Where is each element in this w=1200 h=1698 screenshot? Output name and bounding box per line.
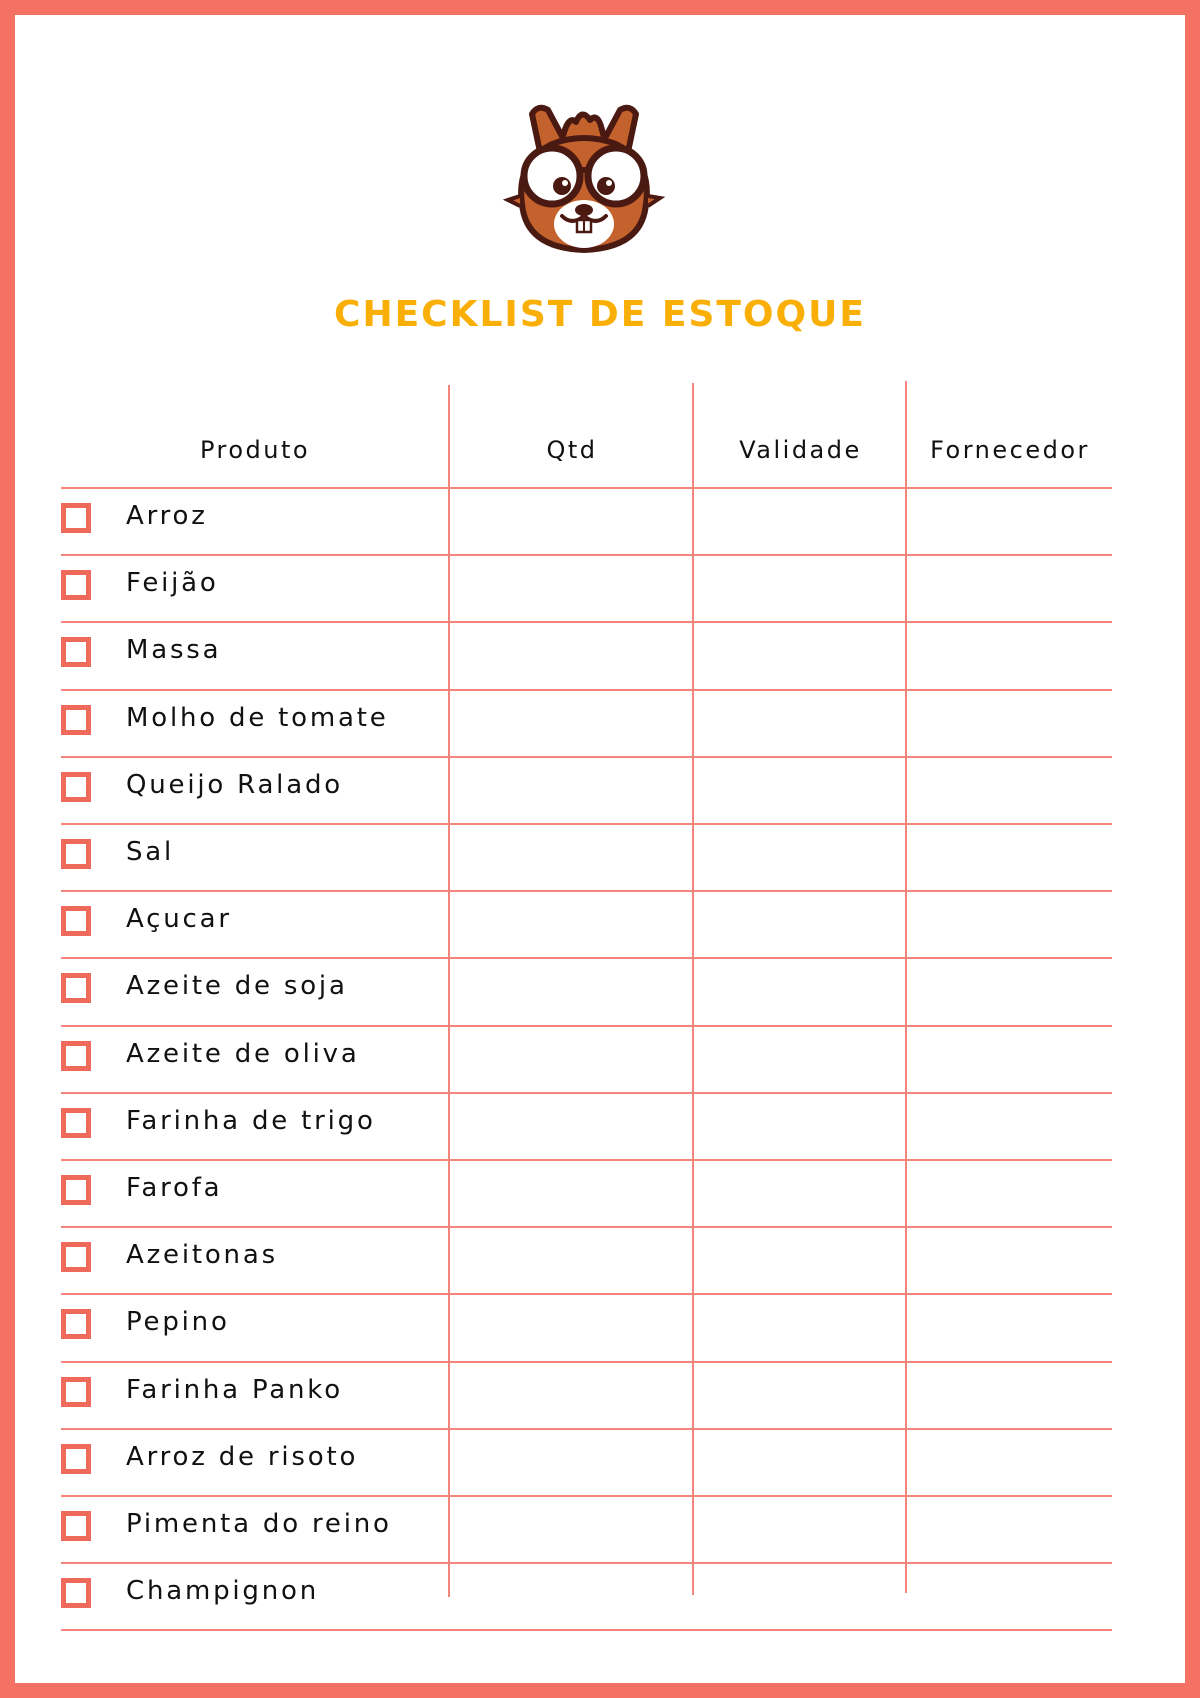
product-name: Champignon <box>126 1576 319 1607</box>
product-name: Arroz <box>126 501 208 531</box>
product-name: Molho de tomate <box>126 702 389 733</box>
product-name: Feijão <box>126 568 219 599</box>
product-name: Açucar <box>126 904 232 935</box>
table-row <box>61 1363 441 1430</box>
table-row <box>61 1497 441 1564</box>
product-name: Azeite de soja <box>126 971 348 1002</box>
checkbox[interactable] <box>61 1578 91 1608</box>
column-divider <box>905 381 907 1593</box>
table-row <box>61 892 441 959</box>
checkbox[interactable] <box>61 570 91 600</box>
product-name: Farinha Panko <box>126 1374 343 1405</box>
product-name: Massa <box>126 635 222 666</box>
column-header-fornecedor: Fornecedor <box>930 436 1090 464</box>
checkbox[interactable] <box>61 1309 91 1339</box>
product-name: Queijo Ralado <box>126 769 343 800</box>
checkbox[interactable] <box>61 1175 91 1205</box>
product-name: Sal <box>126 837 175 867</box>
table-row <box>61 1027 441 1094</box>
checkbox[interactable] <box>61 973 91 1003</box>
checkbox[interactable] <box>61 839 91 869</box>
product-name: Farinha de trigo <box>126 1105 376 1136</box>
table-row <box>61 1161 441 1228</box>
table-row <box>61 489 441 556</box>
checkbox[interactable] <box>61 1242 91 1272</box>
table-row <box>61 556 441 623</box>
product-name: Pimenta do reino <box>126 1509 392 1539</box>
checkbox[interactable] <box>61 772 91 802</box>
checkbox[interactable] <box>61 1511 91 1541</box>
page-title: CHECKLIST DE ESTOQUE <box>334 294 866 335</box>
product-name: Azeitonas <box>126 1240 278 1271</box>
squirrel-logo-icon <box>502 100 666 258</box>
product-name: Arroz de risoto <box>126 1441 359 1472</box>
table-row <box>61 1228 441 1295</box>
checkbox[interactable] <box>61 1444 91 1474</box>
column-header-qtd: Qtd <box>546 436 598 464</box>
table-row <box>61 959 441 1026</box>
table-row <box>61 825 441 892</box>
checkbox[interactable] <box>61 1377 91 1407</box>
table-row <box>61 1094 441 1161</box>
column-divider <box>692 383 694 1595</box>
product-name: Pepino <box>126 1307 230 1338</box>
table-row <box>61 691 441 758</box>
table-row <box>61 1430 441 1497</box>
checkbox[interactable] <box>61 1108 91 1138</box>
product-name: Farofa <box>126 1173 223 1203</box>
table-row <box>61 1564 441 1631</box>
table-row <box>61 1295 441 1362</box>
column-header-produto: Produto <box>199 436 311 464</box>
table-row <box>61 758 441 825</box>
checkbox[interactable] <box>61 705 91 735</box>
checkbox[interactable] <box>61 1041 91 1071</box>
checkbox[interactable] <box>61 637 91 667</box>
column-divider <box>448 385 450 1597</box>
table-row <box>61 623 441 690</box>
column-header-validade: Validade <box>739 436 862 464</box>
checkbox[interactable] <box>61 503 91 533</box>
product-name: Azeite de oliva <box>126 1038 360 1069</box>
checkbox[interactable] <box>61 906 91 936</box>
